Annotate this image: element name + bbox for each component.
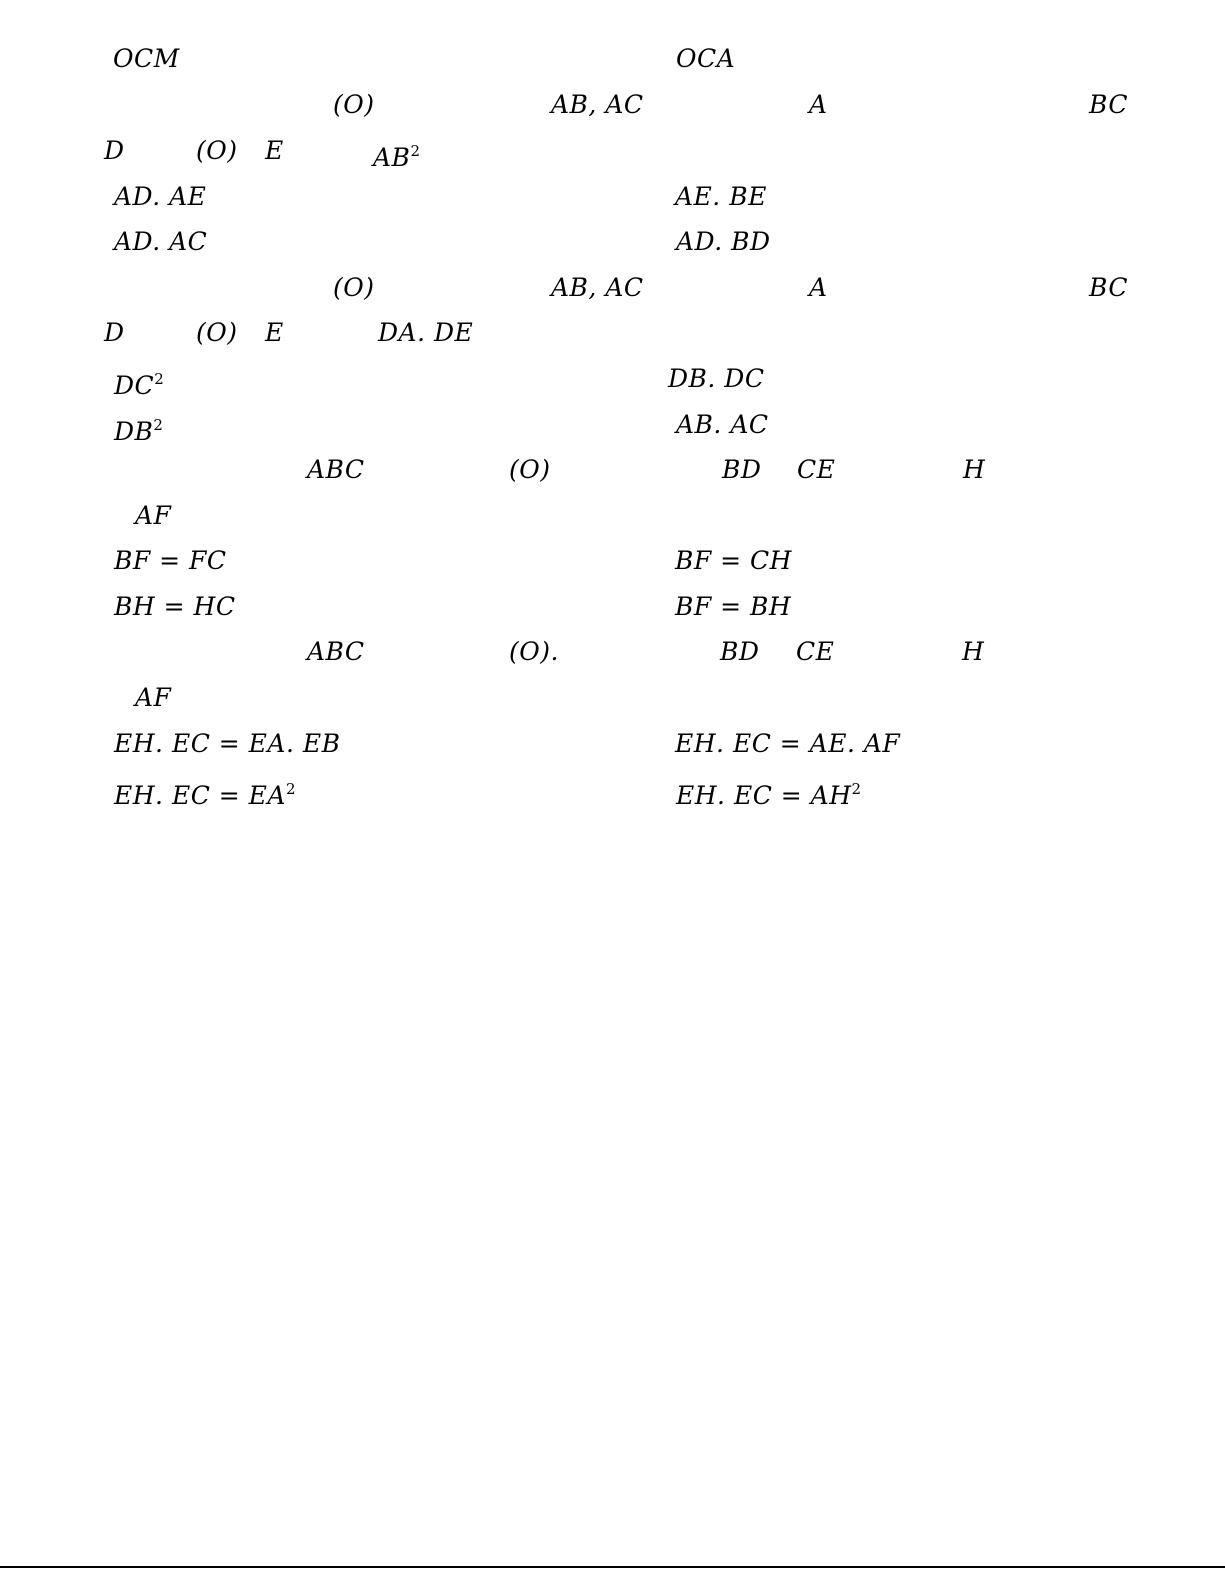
- superscript: 2: [153, 416, 164, 434]
- math-fragment: AB. AC: [676, 410, 769, 439]
- math-fragment: BF = CH: [675, 546, 792, 575]
- math-fragment: [114, 774, 296, 811]
- fragment-base: EH. EC = EA: [114, 781, 286, 810]
- superscript: 2: [285, 780, 297, 798]
- math-fragment: AD. BD: [676, 227, 771, 256]
- math-fragment: BD: [722, 455, 762, 484]
- math-fragment: E: [265, 136, 284, 165]
- superscript: 2: [154, 370, 165, 388]
- math-fragment: BF = FC: [114, 546, 227, 575]
- math-fragment: H: [962, 637, 985, 666]
- math-fragment: CE: [796, 637, 835, 666]
- math-fragment: AF: [135, 683, 172, 712]
- math-fragment: AB, AC: [551, 90, 644, 119]
- math-fragment: [676, 774, 862, 811]
- math-fragment: AE. BE: [675, 182, 767, 211]
- math-fragment: OCA: [676, 44, 736, 73]
- math-fragment: EH. EC = EA. EB: [114, 729, 341, 758]
- page-bottom-rule: [0, 1566, 1225, 1568]
- fragment-base: AB: [373, 143, 411, 172]
- superscript: 2: [851, 780, 862, 798]
- math-fragment: AD. AE: [114, 182, 207, 211]
- fragment-base: DC: [114, 371, 155, 400]
- math-fragment: (O).: [509, 637, 559, 666]
- math-fragment: BD: [720, 637, 760, 666]
- math-fragment: OCM: [113, 44, 180, 73]
- math-fragment: CE: [797, 455, 836, 484]
- math-fragment: ABC: [307, 455, 365, 484]
- math-fragment: BC: [1089, 273, 1128, 302]
- math-fragment: D: [104, 318, 125, 347]
- math-fragment: (O): [196, 318, 238, 347]
- math-fragment: (O): [333, 273, 375, 302]
- math-fragment: DA. DE: [378, 318, 474, 347]
- math-fragment: (O): [509, 455, 551, 484]
- math-fragment: (O): [196, 136, 238, 165]
- math-fragment: A: [809, 273, 828, 302]
- fragment-base: DB: [114, 417, 154, 446]
- math-fragment: H: [963, 455, 986, 484]
- math-fragment: BF = BH: [675, 592, 792, 621]
- math-fragment: ABC: [307, 637, 365, 666]
- math-fragment: E: [265, 318, 284, 347]
- superscript: 2: [410, 142, 421, 160]
- math-fragment: BC: [1089, 90, 1128, 119]
- math-fragment: [373, 136, 420, 173]
- math-fragment: [114, 364, 164, 401]
- math-fragment: A: [809, 90, 828, 119]
- fragment-base: EH. EC = AH: [676, 781, 852, 810]
- math-fragment: DB. DC: [668, 364, 765, 393]
- math-fragment: D: [104, 136, 125, 165]
- math-fragment: (O): [333, 90, 375, 119]
- math-fragment: AD. AC: [114, 227, 208, 256]
- math-fragment: AB, AC: [551, 273, 644, 302]
- math-fragment: [114, 410, 163, 447]
- math-fragment: AF: [135, 501, 172, 530]
- math-fragment: EH. EC = AE. AF: [675, 729, 901, 758]
- math-fragment: BH = HC: [114, 592, 236, 621]
